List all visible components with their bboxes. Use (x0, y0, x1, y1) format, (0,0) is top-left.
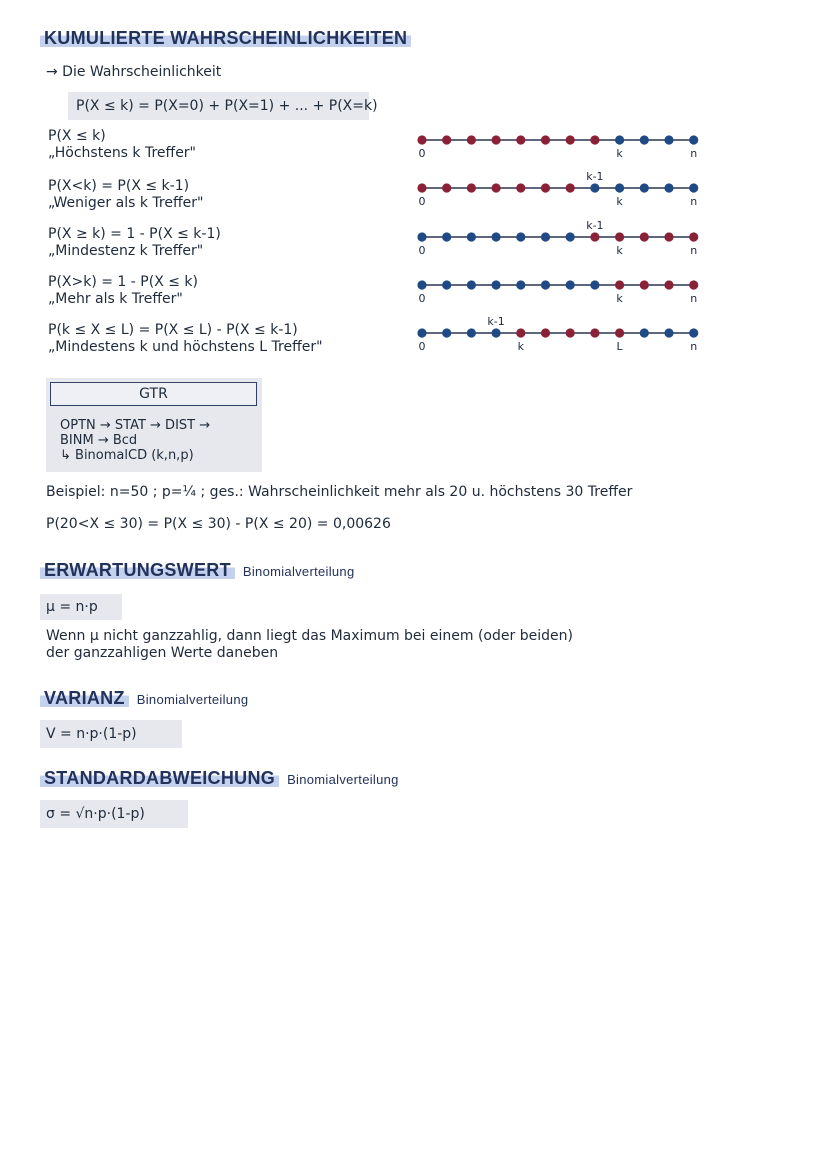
dot-counted (566, 135, 575, 144)
varianz-formula-box (40, 720, 182, 748)
dot-excluded (492, 328, 501, 337)
dot-counted (541, 135, 550, 144)
dot-excluded (640, 183, 649, 192)
label-l: L (616, 340, 623, 353)
gtr-steps (60, 418, 210, 463)
label-zero: 0 (418, 244, 426, 257)
dot-excluded (541, 280, 550, 289)
standardabweichung-heading: STANDARDABWEICHUNG Binomialverteilung (40, 768, 399, 789)
dot-counted (417, 183, 426, 192)
page-title: KUMULIERTE WAHRSCHEINLICHKEITEN (40, 28, 411, 49)
erwartungswert-subheading: Binomialverteilung (242, 564, 355, 579)
label-k: k (517, 340, 524, 353)
dot-counted (492, 135, 501, 144)
dot-counted (417, 135, 426, 144)
dot-counted (541, 183, 550, 192)
label-n: n (690, 292, 698, 305)
dot-excluded (689, 183, 698, 192)
dot-excluded (492, 280, 501, 289)
varianz-subheading: Binomialverteilung (136, 692, 249, 707)
dot-counted (615, 328, 624, 337)
dot-counted (590, 135, 599, 144)
gtr-title: GTR (50, 382, 257, 406)
label-k: k (616, 292, 623, 305)
dot-excluded (689, 328, 698, 337)
dot-counted (442, 135, 451, 144)
dot-excluded (492, 232, 501, 241)
dot-counted (689, 232, 698, 241)
dot-counted (640, 280, 649, 289)
dot-counted (590, 328, 599, 337)
label-zero: 0 (418, 340, 426, 353)
rule-2 (48, 226, 221, 260)
label-k: k (616, 244, 623, 257)
intro-text: → Die Wahrscheinlichkeit (46, 64, 222, 80)
dot-excluded (442, 280, 451, 289)
label-zero: 0 (418, 195, 426, 208)
dot-excluded (442, 328, 451, 337)
dot-counted (566, 183, 575, 192)
gtr-box (46, 378, 262, 472)
rule-1 (48, 178, 203, 212)
dot-counted (516, 183, 525, 192)
label-k: k (616, 195, 623, 208)
gtr-step: OPTN → STAT → DIST → (60, 418, 211, 433)
dot-excluded (516, 232, 525, 241)
dot-excluded (566, 232, 575, 241)
rule-description: „Mehr als k Treffer" (48, 291, 183, 307)
label-n: n (690, 244, 698, 257)
dot-excluded (417, 232, 426, 241)
rule-0 (48, 128, 196, 162)
rule-description: „Mindestenz k Treffer" (48, 243, 204, 259)
gtr-step: ↳ BinomalCD (k,n,p) (60, 448, 194, 463)
dot-counted (590, 232, 599, 241)
label-k-minus-1: k-1 (487, 315, 505, 328)
varianz-heading: VARIANZ Binomialverteilung (40, 688, 248, 709)
rule-formula: P(X<k) = P(X ≤ k-1) (48, 178, 190, 194)
dot-excluded (640, 135, 649, 144)
note-line: Wenn μ nicht ganzzahlig, dann liegt das Maximum bei einem (oder beiden) (46, 628, 573, 644)
dot-excluded (516, 280, 525, 289)
dot-counted (467, 135, 476, 144)
rule-formula: P(X ≤ k) (48, 128, 106, 144)
rule-formula: P(X ≥ k) = 1 - P(X ≤ k-1) (48, 226, 221, 242)
main-formula: P(X ≤ k) = P(X=0) + P(X=1) + ... + P(X=k) (76, 98, 378, 114)
dot-excluded (442, 232, 451, 241)
dot-excluded (640, 328, 649, 337)
dot-excluded (664, 135, 673, 144)
dot-excluded (615, 135, 624, 144)
label-zero: 0 (418, 147, 426, 160)
label-k-minus-1: k-1 (586, 170, 604, 183)
main-formula-box (68, 92, 378, 120)
dot-counted (640, 232, 649, 241)
dot-excluded (615, 183, 624, 192)
dot-counted (566, 328, 575, 337)
dot-excluded (590, 280, 599, 289)
rule-3 (48, 274, 198, 308)
dot-excluded (541, 232, 550, 241)
gtr-step: BINM → Bcd (60, 433, 138, 448)
dot-counted (541, 328, 550, 337)
label-k: k (616, 147, 623, 160)
dot-counted (615, 232, 624, 241)
label-n: n (690, 340, 698, 353)
dot-counted (664, 232, 673, 241)
dot-excluded (467, 280, 476, 289)
dot-excluded (417, 280, 426, 289)
dot-excluded (664, 328, 673, 337)
dot-counted (442, 183, 451, 192)
label-n: n (690, 147, 698, 160)
dot-excluded (417, 328, 426, 337)
dot-counted (615, 280, 624, 289)
erwartungswert-formula: μ = n·p (46, 599, 98, 615)
dot-excluded (590, 183, 599, 192)
standardabweichung-formula-box (40, 800, 188, 828)
varianz-formula: V = n·p·(1-p) (46, 726, 137, 742)
erwartungswert-heading: ERWARTUNGSWERT Binomialverteilung (40, 560, 355, 581)
rule-formula: P(X>k) = 1 - P(X ≤ k) (48, 274, 198, 290)
rule-description: „Weniger als k Treffer" (48, 195, 204, 211)
dot-excluded (689, 135, 698, 144)
dot-counted (467, 183, 476, 192)
example-line-2: P(20<X ≤ 30) = P(X ≤ 30) - P(X ≤ 20) = 0,00626 (46, 516, 391, 532)
dot-counted (516, 328, 525, 337)
standardabweichung-subheading: Binomialverteilung (287, 772, 399, 787)
dot-counted (664, 280, 673, 289)
label-n: n (690, 195, 698, 208)
rule-description: „Höchstens k Treffer" (48, 145, 196, 161)
dot-excluded (467, 232, 476, 241)
rule-description: „Mindestens k und höchstens L Treffer" (48, 339, 323, 355)
label-k-minus-1: k-1 (586, 219, 604, 232)
rule-4 (48, 322, 323, 356)
dot-counted (492, 183, 501, 192)
dot-diagrams (410, 128, 730, 368)
standardabweichung-formula: σ = √n·p·(1-p) (46, 806, 145, 822)
dot-excluded (467, 328, 476, 337)
erwartungswert-note (46, 628, 573, 662)
dot-excluded (566, 280, 575, 289)
note-line: der ganzzahligen Werte daneben (46, 645, 279, 661)
label-zero: 0 (418, 292, 426, 305)
example-line-1: Beispiel: n=50 ; p=¼ ; ges.: Wahrscheinlichkeit mehr als 20 u. höchstens 30 Treffer (46, 484, 633, 500)
dot-excluded (664, 183, 673, 192)
erwartungswert-formula-box (40, 594, 122, 620)
rule-formula: P(k ≤ X ≤ L) = P(X ≤ L) - P(X ≤ k-1) (48, 322, 298, 338)
dot-counted (516, 135, 525, 144)
dot-counted (689, 280, 698, 289)
